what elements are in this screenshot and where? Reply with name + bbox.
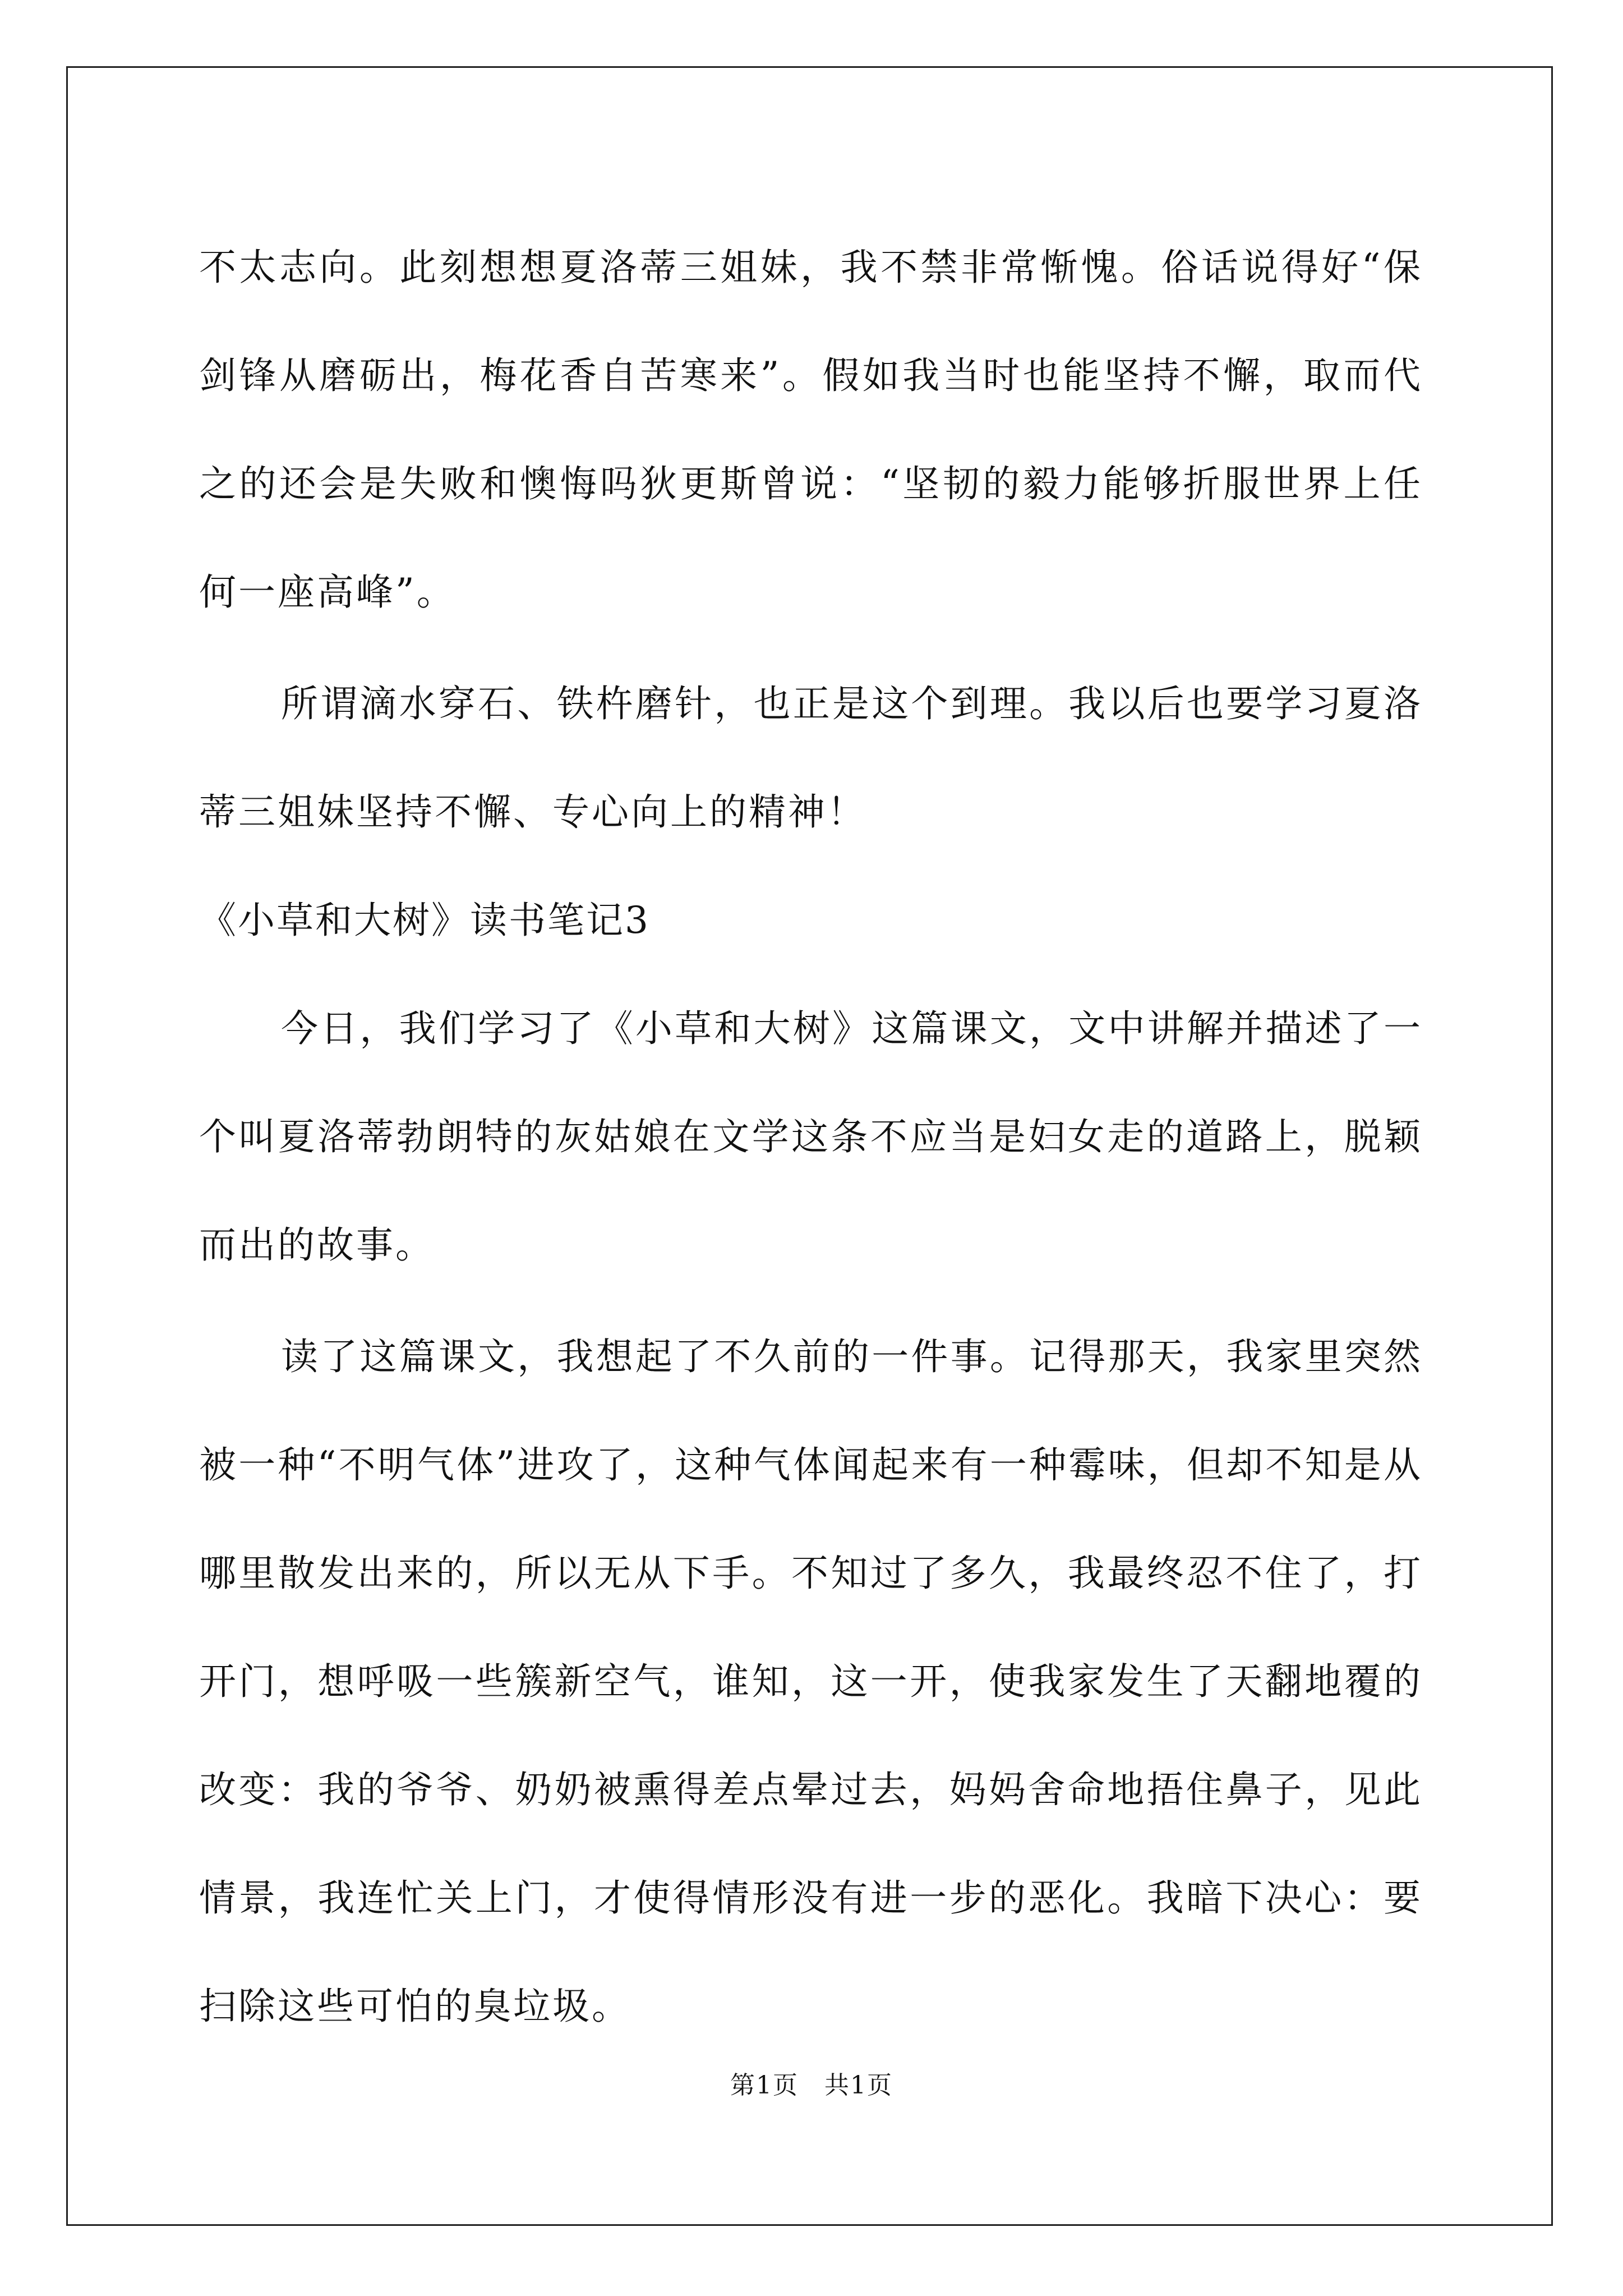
paragraph: 所谓滴水穿石、铁杵磨针，也正是这个到理。我以后也要学习夏洛蒂三姐妹坚持不懈、专心向上的精神！ (199, 682, 1423, 834)
paragraph: 读了这篇课文，我想起了不久前的一件事。记得那天，我家里突然被一种“不明气体”进攻了，这种气体闻起来有一种霉味，但却不知是从哪里散发出来的，所以无从下手。不知过了多久，我最终忍不住了，打开门，想呼吸一些簇新空气，谁知，这一开，使我家发生了天翻地覆的改变：我的爷爷、奶奶被熏得差点晕过去，妈妈舍命地捂住鼻子，见此情景，我连忙关上门，才使得情形没有进一步的恶化。我暗下决心：要扫除这些可怕的臭垃圾。 (199, 1335, 1423, 2028)
document-body (199, 213, 1423, 2060)
page-number-footer: 第1页 共1页 (730, 2071, 893, 2100)
paragraph: 今日，我们学习了《小草和大树》这篇课文，文中讲解并描述了一个叫夏洛蒂勃朗特的灰姑娘在文学这条不应当是妇女走的道路上，脱颖而出的故事。 (199, 1007, 1423, 1267)
section-heading: 《小草和大树》读书笔记3 (199, 899, 650, 942)
paragraph-continuation: 不太志向。此刻想想夏洛蒂三姐妹，我不禁非常惭愧。俗话说得好“保剑锋从磨砺出，梅花香自苦寒来”。假如我当时也能坚持不懈，取而代之的还会是失败和懊悔吗狄更斯曾说：“坚韧的毅力能够折服世界上任何一座高峰”。 (199, 246, 1423, 614)
